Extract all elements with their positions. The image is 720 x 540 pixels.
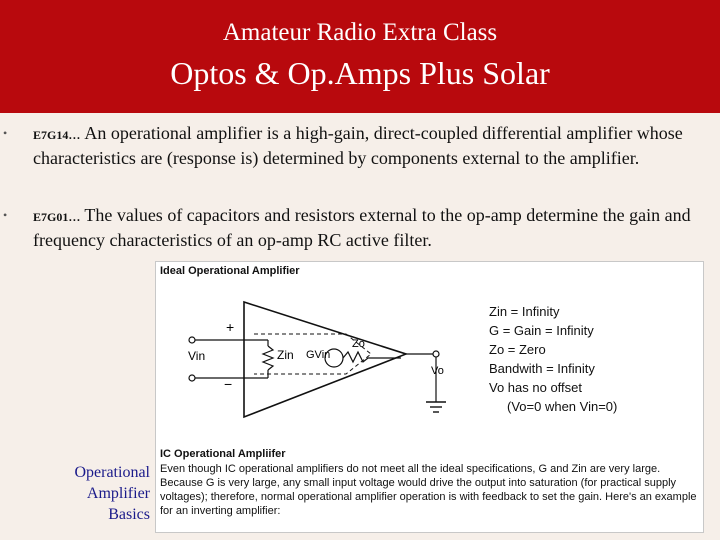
bullet-text: An operational amplifier is a high-gain, direct-coupled differential amplifier whose characteristics are (response is) determined by components external to the amplifier. [33,123,683,168]
minus-label: − [224,376,233,392]
ideal-opamp-heading: Ideal Operational Amplifier [160,265,300,277]
property-line: Bandwith = Infinity [489,361,595,376]
input-terminal [189,337,195,343]
ic-opamp-heading: IC Operational Ampliifer [160,448,286,460]
question-code: E7G01… [33,210,81,224]
opamp-circuit-diagram [156,262,486,447]
output-terminal [433,351,439,357]
zo-resistor [343,352,401,362]
zin-label: Zin [277,348,294,362]
bullet-item-2 [3,204,693,252]
gvin-label: GVin [306,349,331,361]
caption-line: Operational [74,464,150,481]
bullet-text: The values of capacitors and resistors external to the op-amp determine the gain and frequency characteristics of an op-amp RC active filter. [33,205,691,250]
question-code: E7G14… [33,128,81,142]
plus-label: + [226,319,235,335]
caption-line: Basics [108,506,150,523]
bullet-marker: • [3,126,8,140]
input-terminal [189,375,195,381]
zo-label: Zo [352,338,365,350]
vo-label: Vo [431,365,444,377]
property-line: Zin = Infinity [489,304,560,319]
property-line: G = Gain = Infinity [489,323,594,338]
vin-label: Vin [188,349,206,363]
ideal-properties-list [489,302,617,416]
figure-caption [30,462,150,525]
slide-header [0,0,720,113]
opamp-figure [155,261,704,533]
property-line: Zo = Zero [489,342,546,357]
bullet-item-1 [3,122,693,170]
slide-subtitle: Amateur Radio Extra Class [222,19,498,46]
caption-line: Amplifier [86,485,150,502]
property-line: (Vo=0 when Vin=0) [507,399,618,414]
ic-opamp-description: Even though IC operational amplifiers do not meet all the ideal specifications, G and Zin are very large. Because G is very large, any small input voltage would drive the output into saturation (for practical supply voltages); therefore, normal operational amplifier operation is with feedback to set the gain. Here's an example for an inverting amplifier: [160,463,697,517]
slide-title: Optos & Op.Amps Plus Solar [170,55,550,91]
bullet-marker: • [3,208,8,222]
zin-resistor [263,346,273,370]
property-line: Vo has no offset [489,380,582,395]
